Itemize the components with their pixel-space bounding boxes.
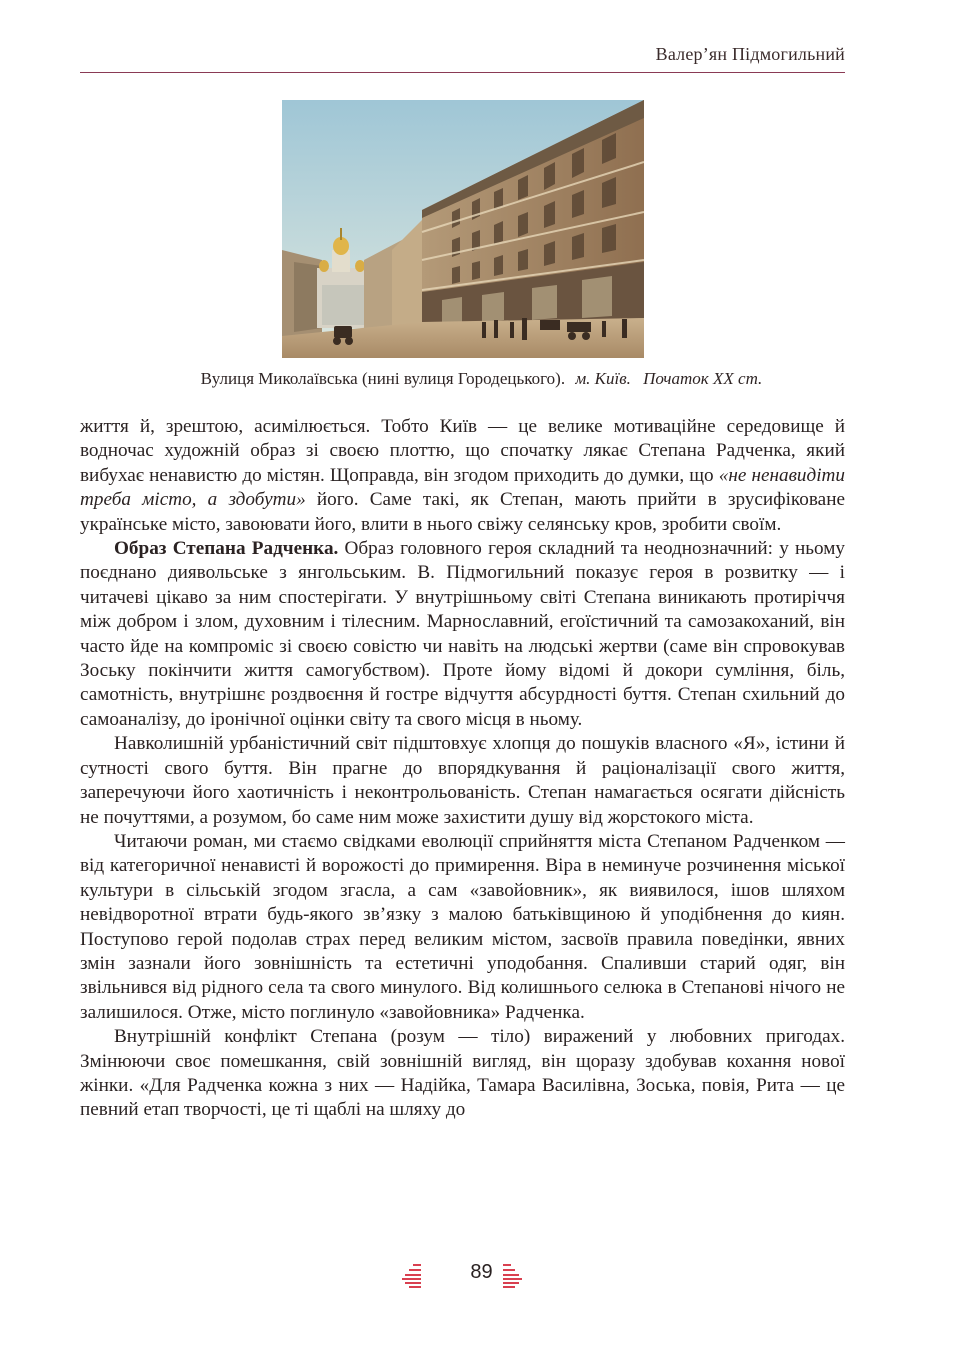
paragraph-4: Читаючи роман, ми стаємо свідками еволюції сприйняття міста Степаном Радченком — від категоричної ненависті й ворожості до примирення. Віра в неминуче розчинення міської культури в сільській згодом згасла, а сам «завойовник», як виявилося, ішов шляхом невідворотної втрати будь-якого зв’язку з малою батьківщиною й уподібнення до киян. Поступово герой подолав страх перед великим містом, засвоїв правила поведінки, явних змін зазнали його зовнішність та естетичні уподобання. Спаливши старий одяг, він звільнився від рідного села та свого минулого. Від колишнього селюка в Степанові нічого не залишилося. Отже, місто поглинуло «завойовника» Радченка.: [80, 830, 845, 1023]
page-number: 89: [470, 1261, 493, 1283]
section-heading: Образ Степана Радченка.: [114, 538, 339, 560]
paragraph-1-text: життя й, зрештою, асимілюється. Тобто Київ — це велике мотиваційне середовище й водночас художній образ зі своєю плоттю, що спочатку лякає Степана Радченка, який вибухає ненавистю до містян. Щоправда, він згодом приходить до думки, що: [80, 416, 845, 486]
body-text: [80, 415, 845, 1123]
paragraph-5: Внутрішній конфлікт Степана (розум — тіло) виражений у любовних пригодах. Змінюючи своє помешкання, свій зовнішній вигляд, він щоразу здобував кохання нової жінки. «Для Радченка кожна з них — Надійка, Тамара Василівна, Зоська, повія, Рита — це певний етап творчості, це ті щаблі на шляху до: [80, 1026, 845, 1121]
header-divider: [80, 72, 845, 73]
paragraph-1-quote: «не ненавидіти треба місто, а здобути»: [80, 464, 845, 511]
figure-caption: [80, 369, 883, 389]
paragraph-3: Навколишній урбаністичний світ підштовхує хлопця до пошуків власного «Я», істини й сутності свого буття. Він прагне до впорядкування й раціоналізації свого життя, заперечуючи його хаотичність і неконтрольованість. Степан намагається осягати дійсність не почуттями, а розумом, бо саме ним може захистити душу від жорстокого міста.: [80, 733, 845, 828]
street-photo: [282, 100, 644, 358]
paragraph-1-end: його. Саме такі, як Степан, мають прийти в зрусифіковане українське місто, завоювати його, влити в нього свіжу селянську кров, зробити своїм.: [80, 489, 845, 535]
paragraph-2: [80, 537, 845, 732]
page-ornament-right-icon: [503, 1261, 523, 1291]
paragraph-2-text: Образ головного героя складний та неоднозначний: у ньому поєднано диявольське з янгольським. В. Підмогильний показує героя в розвитку — і читачеві цікаво за ним спостерігати. У внутрішньому світі Степана виникають протиріччя між добром і злом, духовним і тілесним. Марнославний, егоїстичний та самозакоханий, він часто йде на компроміс зі своєю совістю чи навіть на людські жертви (саме він спровокував Зоську покінчити життя самогубством). Проте йому відомі й докори сумління, біль, самотність, внутрішнє роздвоєння й гостре відчуття абсурдності буття. Степан схильний до самоаналізу, до іронічної оцінки світу та свого місця в ньому.: [80, 538, 845, 730]
caption-place: м. Київ.: [575, 369, 631, 388]
caption-time: Початок XX ст.: [643, 369, 763, 388]
paragraph-1: [80, 415, 845, 537]
caption-main: Вулиця Миколаївська (нині вулиця Городецького).: [200, 369, 566, 388]
running-header: Валер’ян Підмогильний: [655, 44, 845, 64]
page-footer: [0, 1259, 963, 1291]
